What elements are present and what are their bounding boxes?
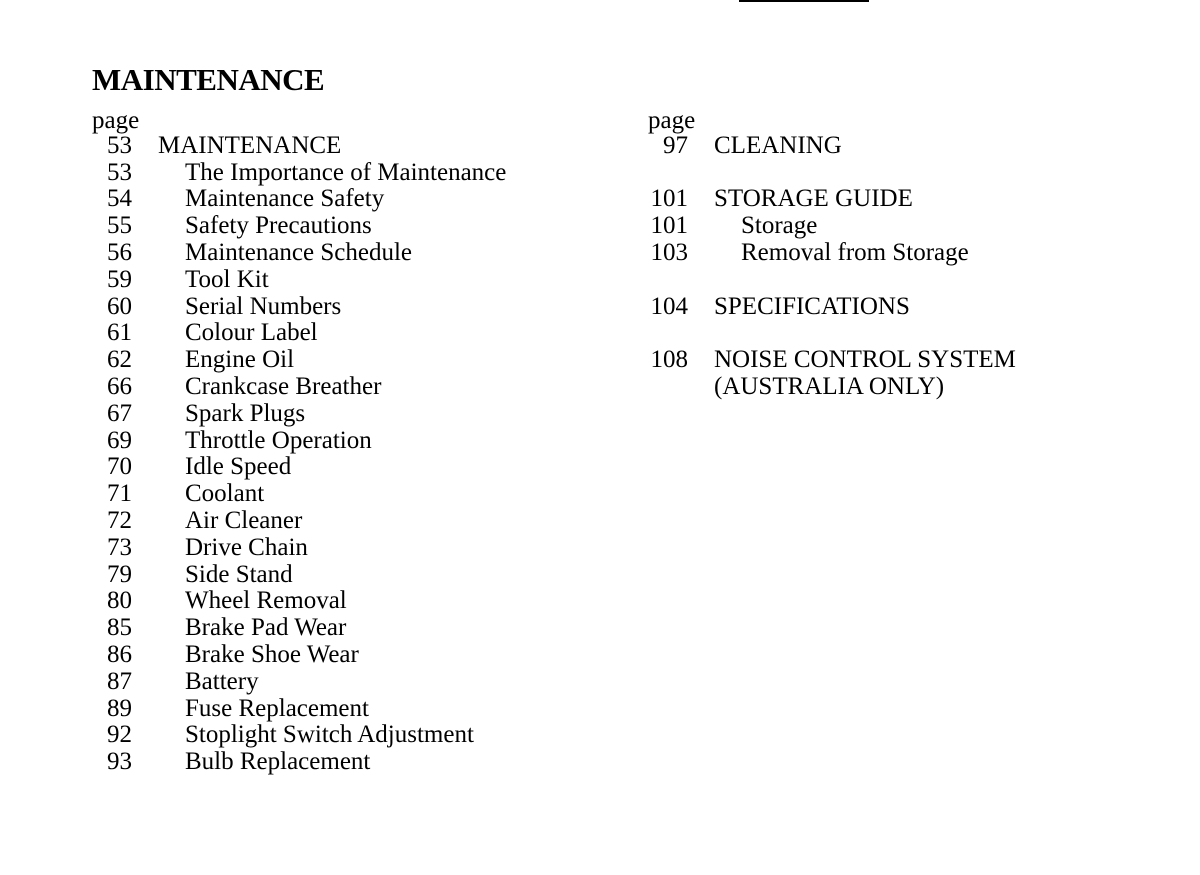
toc-entry-title: Crankcase Breather [185, 372, 382, 400]
toc-page-number: 108 [650, 346, 688, 374]
toc-entry-title: Tool Kit [185, 265, 269, 293]
toc-entry [92, 133, 612, 160]
toc-page-number: 73 [107, 533, 132, 561]
toc-entry [92, 696, 612, 723]
toc-page-number: 93 [107, 748, 132, 776]
toc-entry [92, 186, 612, 213]
toc-entry-title: SPECIFICATIONS [714, 292, 910, 320]
toc-page-number: 67 [107, 399, 132, 427]
toc-entry-title: Safety Precautions [185, 212, 372, 240]
toc-entry [92, 454, 612, 481]
toc-entry [92, 401, 612, 428]
toc-entry [648, 347, 1168, 374]
toc-entry [92, 213, 612, 240]
toc-page-number: 104 [650, 292, 688, 320]
toc-entry-title: Drive Chain [185, 533, 308, 561]
toc-entry-title: Engine Oil [185, 346, 295, 374]
page-column-header: page [648, 107, 696, 134]
toc-entry [92, 508, 612, 535]
toc-entry [92, 428, 612, 455]
toc-entry-title: The Importance of Maintenance [185, 158, 507, 186]
toc-entry-title: MAINTENANCE [158, 131, 342, 159]
toc-page-number: 69 [107, 426, 132, 454]
toc-entry-title: CLEANING [714, 131, 842, 159]
toc-page-number: 92 [107, 721, 132, 749]
toc-entry [92, 749, 612, 776]
toc-entry [92, 320, 612, 347]
toc-page-number: 72 [107, 506, 132, 534]
toc-page-number: 86 [107, 640, 132, 668]
toc-entry-title: Bulb Replacement [185, 748, 371, 776]
toc-entry [92, 481, 612, 508]
toc-page-number: 70 [107, 453, 132, 481]
toc-entry [92, 535, 612, 562]
toc-entry-title: NOISE CONTROL SYSTEM [714, 346, 1016, 374]
toc-page-number: 87 [107, 667, 132, 695]
toc-entry [92, 722, 612, 749]
toc-entry-title: Battery [185, 667, 259, 695]
toc-entry-title: Brake Pad Wear [185, 614, 347, 642]
toc-entry-title: Fuse Replacement [185, 694, 369, 722]
toc-page-number: 66 [107, 372, 132, 400]
toc-entry-title: Coolant [185, 480, 265, 508]
toc-entry-title: Serial Numbers [185, 292, 342, 320]
toc-entry [92, 240, 612, 267]
toc-entry-title: Brake Shoe Wear [185, 640, 359, 668]
toc-page-number: 71 [107, 480, 132, 508]
toc-page-number: 62 [107, 346, 132, 374]
toc-page-number [648, 374, 688, 401]
toc-spacer [648, 160, 1168, 187]
toc-entry-title: Side Stand [185, 560, 293, 588]
toc-entry [92, 588, 612, 615]
toc-entry-title: Air Cleaner [185, 506, 303, 534]
toc-entry [92, 615, 612, 642]
toc-page-number: 56 [107, 238, 132, 266]
toc-entry [92, 294, 612, 321]
toc-entry [92, 267, 612, 294]
toc-spacer [648, 320, 1168, 347]
toc-entry-title: Maintenance Schedule [185, 238, 412, 266]
toc-page-number: 55 [107, 212, 132, 240]
toc-right-entries [648, 133, 1168, 401]
toc-entry [648, 213, 1168, 240]
toc-page-number: 101 [650, 212, 688, 240]
toc-entry [92, 374, 612, 401]
top-rule-line [739, 0, 869, 2]
toc-page-number: 85 [107, 614, 132, 642]
toc-entry-title: Stoplight Switch Adjustment [185, 721, 474, 749]
toc-entry [92, 562, 612, 589]
toc-entry [92, 669, 612, 696]
toc-entry [648, 240, 1168, 267]
toc-page-number: 60 [107, 292, 132, 320]
toc-entry-title: Maintenance Safety [185, 185, 385, 213]
toc-page-number: 59 [107, 265, 132, 293]
toc-page-number: 79 [107, 560, 132, 588]
toc-left-entries [92, 133, 612, 776]
toc-page-number: 97 [663, 131, 688, 159]
toc-left-column [92, 106, 612, 776]
toc-entry-title: Removal from Storage [741, 238, 969, 266]
toc-entry-title: Idle Speed [185, 453, 292, 481]
toc-entry [92, 642, 612, 669]
toc-page-number: 103 [650, 238, 688, 266]
toc-entry-title: (AUSTRALIA ONLY) [714, 372, 945, 400]
toc-entry [648, 133, 1168, 160]
toc-entry [92, 160, 612, 187]
toc-page-number: 53 [107, 158, 132, 186]
toc-entry-title: Throttle Operation [185, 426, 372, 454]
toc-page-number: 54 [107, 185, 132, 213]
toc-page-number: 80 [107, 587, 132, 615]
toc-entry-title: Spark Plugs [185, 399, 306, 427]
toc-page-number: 89 [107, 694, 132, 722]
toc-entry [648, 294, 1168, 321]
toc-entry-title: Wheel Removal [185, 587, 347, 615]
toc-page-number: 61 [107, 319, 132, 347]
toc-entry-title: Storage [741, 212, 818, 240]
toc-entry-title: STORAGE GUIDE [714, 185, 913, 213]
toc-entry [648, 374, 1168, 401]
page-column-header: page [92, 107, 140, 134]
toc-spacer [648, 267, 1168, 294]
toc-entry [648, 186, 1168, 213]
toc-page-number: 101 [650, 185, 688, 213]
toc-entry [92, 347, 612, 374]
toc-right-column [648, 106, 1168, 401]
toc-page-number: 53 [107, 131, 132, 159]
toc-entry-title: Colour Label [185, 319, 318, 347]
section-title: MAINTENANCE [92, 62, 325, 97]
